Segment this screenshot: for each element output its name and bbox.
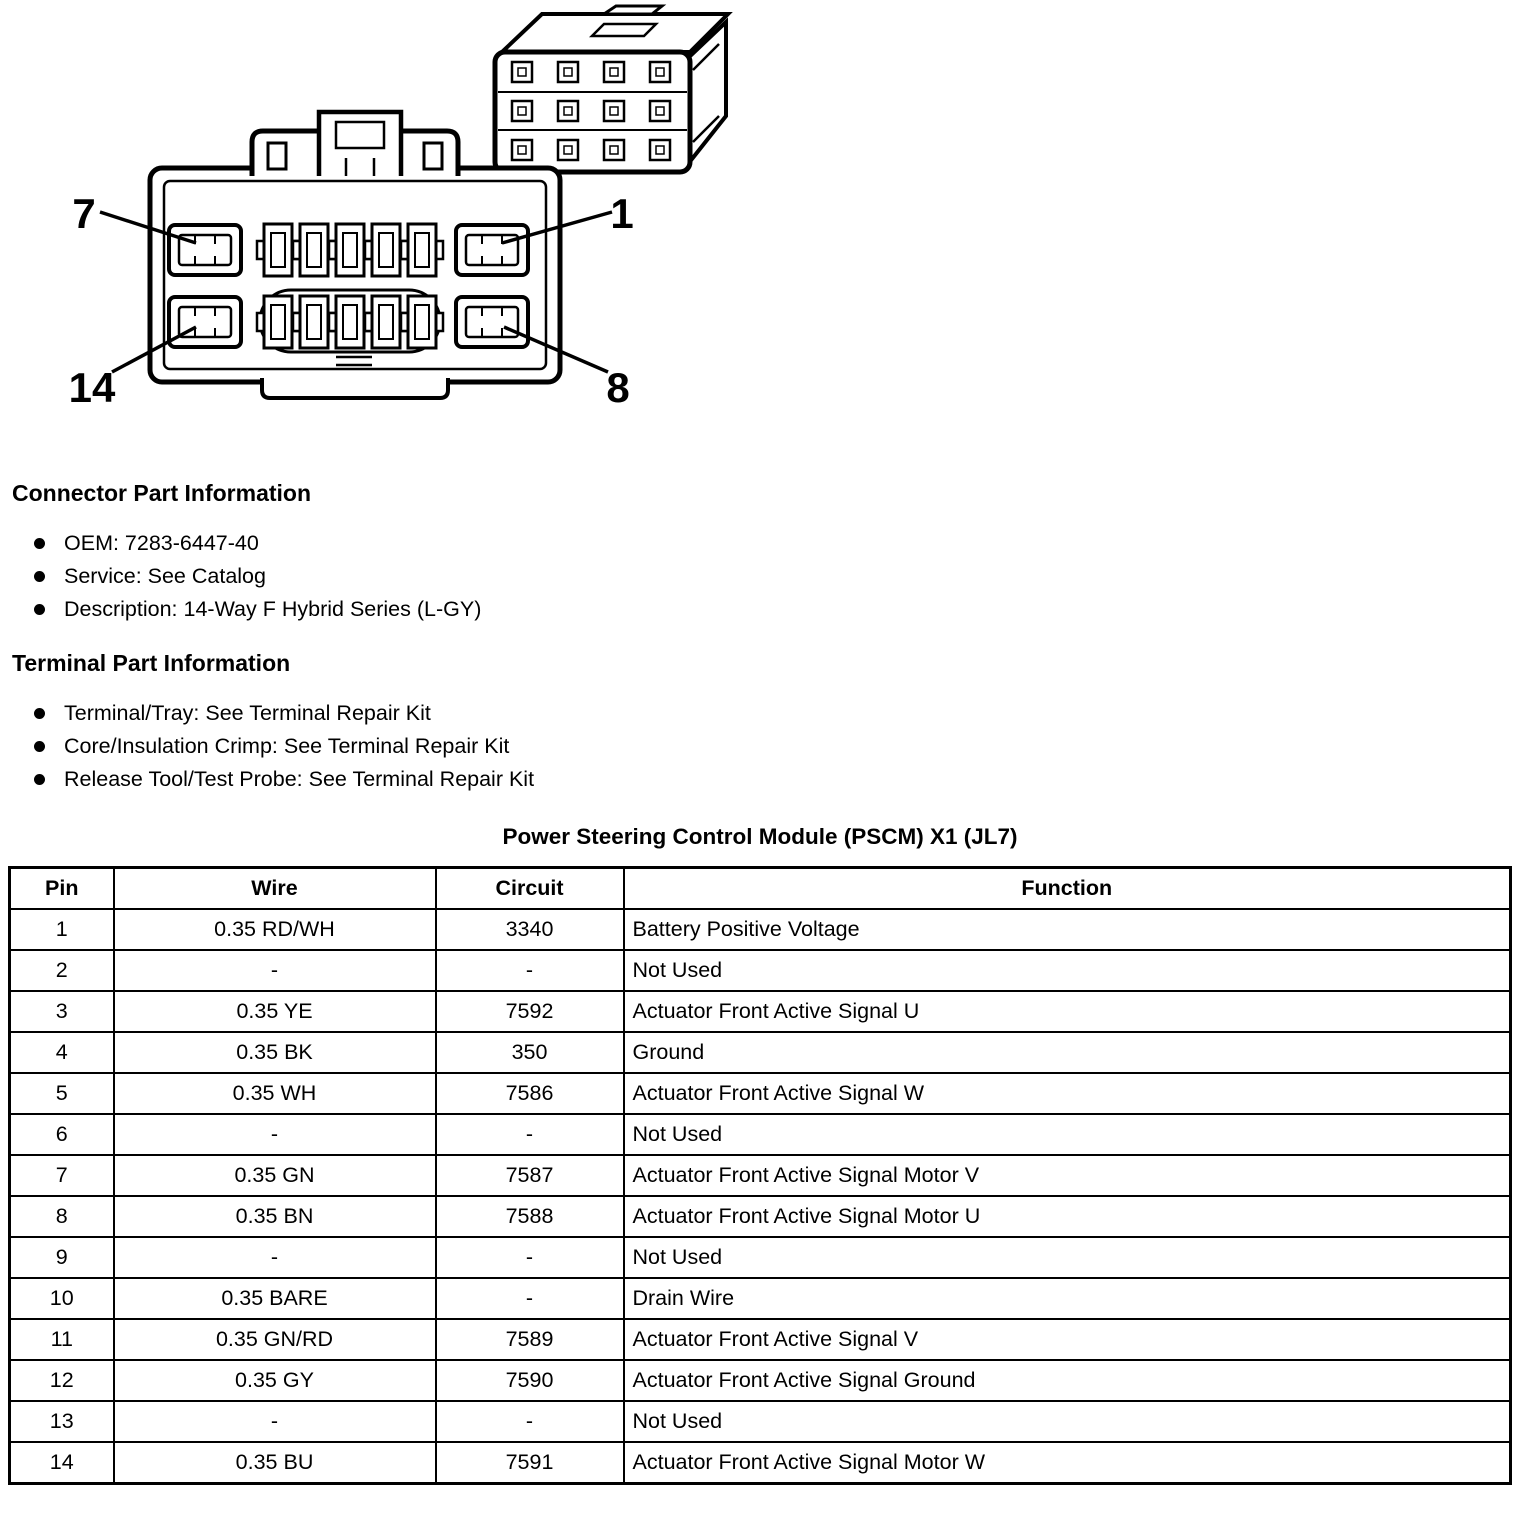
circuit-cell: 7586 bbox=[436, 1073, 624, 1114]
pin-7-cavity bbox=[169, 225, 241, 275]
function-cell: Actuator Front Active Signal Motor W bbox=[624, 1442, 1511, 1484]
table-header-row bbox=[10, 868, 1511, 910]
pin-cell: 12 bbox=[10, 1360, 114, 1401]
wire-cell: 0.35 RD/WH bbox=[114, 909, 436, 950]
wire-cell: 0.35 BARE bbox=[114, 1278, 436, 1319]
pin-cell: 6 bbox=[10, 1114, 114, 1155]
wire-cell: - bbox=[114, 1114, 436, 1155]
column-header-wire: Wire bbox=[114, 868, 436, 910]
circuit-cell: - bbox=[436, 1237, 624, 1278]
wire-cell: 0.35 YE bbox=[114, 991, 436, 1032]
circuit-cell: 7590 bbox=[436, 1360, 624, 1401]
circuit-cell: - bbox=[436, 1401, 624, 1442]
pin-cell: 4 bbox=[10, 1032, 114, 1073]
function-cell: Actuator Front Active Signal W bbox=[624, 1073, 1511, 1114]
circuit-cell: - bbox=[436, 1278, 624, 1319]
terminal-info-title: Terminal Part Information bbox=[12, 650, 291, 676]
wire-cell: - bbox=[114, 950, 436, 991]
function-cell: Not Used bbox=[624, 1114, 1511, 1155]
list-item-oem: OEM: 7283-6447-40 bbox=[0, 527, 1520, 560]
table-row bbox=[10, 1196, 1511, 1237]
pin-cell: 13 bbox=[10, 1401, 114, 1442]
pin-cell: 1 bbox=[10, 909, 114, 950]
circuit-cell: 7587 bbox=[436, 1155, 624, 1196]
function-cell: Actuator Front Active Signal U bbox=[624, 991, 1511, 1032]
circuit-cell: - bbox=[436, 950, 624, 991]
circuit-cell: 7589 bbox=[436, 1319, 624, 1360]
pin-cell: 10 bbox=[10, 1278, 114, 1319]
pinout-table-body bbox=[10, 909, 1511, 1484]
pin-8-cavity bbox=[456, 297, 528, 347]
pin-7-label: 7 bbox=[72, 190, 96, 237]
wire-cell: 0.35 BU bbox=[114, 1442, 436, 1484]
pin-cell: 7 bbox=[10, 1155, 114, 1196]
connector-info-title: Connector Part Information bbox=[12, 480, 312, 506]
function-cell: Actuator Front Active Signal Motor U bbox=[624, 1196, 1511, 1237]
function-cell: Not Used bbox=[624, 950, 1511, 991]
table-row bbox=[10, 1442, 1511, 1484]
pin-14-cavity bbox=[169, 297, 241, 347]
table-row bbox=[10, 1114, 1511, 1155]
pinout-table bbox=[8, 866, 1512, 1485]
circuit-cell: 7592 bbox=[436, 991, 624, 1032]
wire-cell: 0.35 BN bbox=[114, 1196, 436, 1237]
circuit-cell: 350 bbox=[436, 1032, 624, 1073]
pin-1-cavity bbox=[456, 225, 528, 275]
wire-cell: 0.35 GN bbox=[114, 1155, 436, 1196]
pin-cell: 3 bbox=[10, 991, 114, 1032]
circuit-cell: 7588 bbox=[436, 1196, 624, 1237]
list-item-crimp: Core/Insulation Crimp: See Terminal Repair Kit bbox=[0, 730, 1520, 763]
pin-cell: 5 bbox=[10, 1073, 114, 1114]
column-header-function: Function bbox=[624, 868, 1511, 910]
circuit-cell: 7591 bbox=[436, 1442, 624, 1484]
pin-cell: 9 bbox=[10, 1237, 114, 1278]
terminal-info-list bbox=[0, 697, 1520, 796]
function-cell: Battery Positive Voltage bbox=[624, 909, 1511, 950]
list-item-service: Service: See Catalog bbox=[0, 560, 1520, 593]
pin-8-label: 8 bbox=[606, 364, 630, 411]
function-cell: Ground bbox=[624, 1032, 1511, 1073]
table-row bbox=[10, 1032, 1511, 1073]
pin-cell: 2 bbox=[10, 950, 114, 991]
circuit-cell: 3340 bbox=[436, 909, 624, 950]
wire-cell: - bbox=[114, 1237, 436, 1278]
list-item-description: Description: 14-Way F Hybrid Series (L-GY) bbox=[0, 593, 1520, 626]
pin-cell: 14 bbox=[10, 1442, 114, 1484]
table-row bbox=[10, 909, 1511, 950]
pin-14-label: 14 bbox=[68, 364, 116, 411]
wire-cell: 0.35 GY bbox=[114, 1360, 436, 1401]
table-row bbox=[10, 950, 1511, 991]
connector-3d-view bbox=[495, 6, 728, 172]
function-cell: Not Used bbox=[624, 1237, 1511, 1278]
table-row bbox=[10, 1237, 1511, 1278]
table-row bbox=[10, 1319, 1511, 1360]
column-header-pin: Pin bbox=[10, 868, 114, 910]
table-row bbox=[10, 1401, 1511, 1442]
connector-info-list bbox=[0, 527, 1520, 626]
pin-cell: 11 bbox=[10, 1319, 114, 1360]
function-cell: Drain Wire bbox=[624, 1278, 1511, 1319]
table-row bbox=[10, 991, 1511, 1032]
pin-1-label: 1 bbox=[610, 190, 634, 237]
wire-cell: 0.35 GN/RD bbox=[114, 1319, 436, 1360]
function-cell: Not Used bbox=[624, 1401, 1511, 1442]
list-item-release-tool: Release Tool/Test Probe: See Terminal Repair Kit bbox=[0, 763, 1520, 796]
table-row bbox=[10, 1073, 1511, 1114]
table-row bbox=[10, 1155, 1511, 1196]
wire-cell: 0.35 WH bbox=[114, 1073, 436, 1114]
wire-cell: 0.35 BK bbox=[114, 1032, 436, 1073]
table-row bbox=[10, 1360, 1511, 1401]
wire-cell: - bbox=[114, 1401, 436, 1442]
circuit-cell: - bbox=[436, 1114, 624, 1155]
function-cell: Actuator Front Active Signal Ground bbox=[624, 1360, 1511, 1401]
function-cell: Actuator Front Active Signal Motor V bbox=[624, 1155, 1511, 1196]
list-item-terminal-tray: Terminal/Tray: See Terminal Repair Kit bbox=[0, 697, 1520, 730]
table-row bbox=[10, 1278, 1511, 1319]
table-title: Power Steering Control Module (PSCM) X1 (JL7) bbox=[502, 824, 1018, 849]
pin-cell: 8 bbox=[10, 1196, 114, 1237]
function-cell: Actuator Front Active Signal V bbox=[624, 1319, 1511, 1360]
column-header-circuit: Circuit bbox=[436, 868, 624, 910]
connector-diagram bbox=[0, 0, 1520, 452]
